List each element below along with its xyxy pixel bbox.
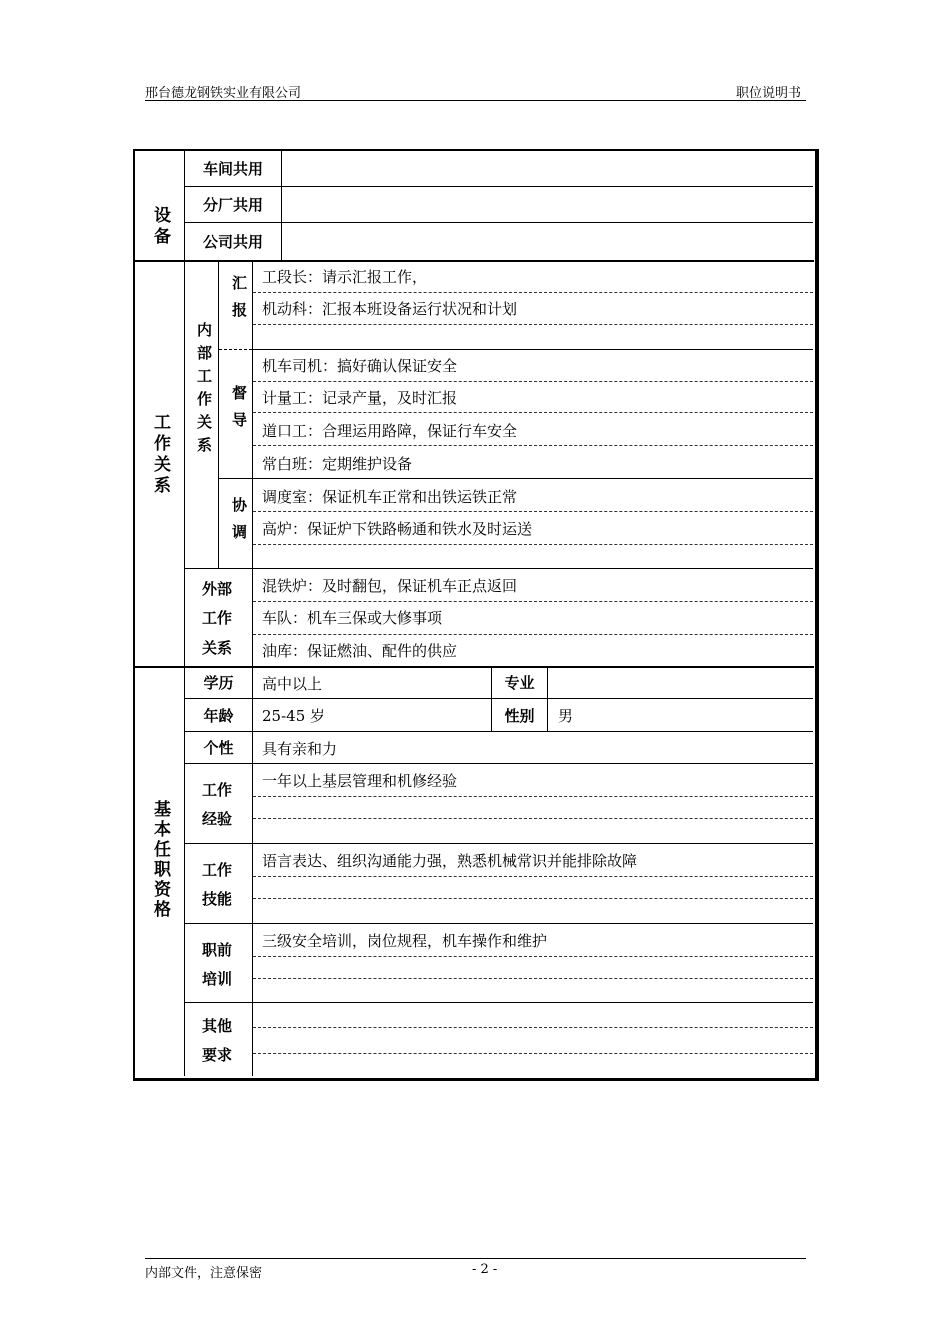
supervise-item-1: 机车司机：搞好确认保证安全	[262, 357, 458, 375]
dash-line	[253, 898, 813, 899]
external-item-1: 混铁炉：及时翻包，保证机车正点返回	[262, 577, 518, 595]
col-sep-1	[184, 150, 185, 1076]
skills-label-1: 工作	[202, 861, 233, 879]
supervise-item-2: 计量工：记录产量，及时汇报	[262, 389, 458, 407]
rel-sup-coord-divider	[219, 478, 813, 479]
dash-line	[253, 978, 813, 979]
personality-label: 个性	[203, 739, 234, 757]
dash-line	[253, 324, 813, 325]
dash-line	[253, 292, 813, 293]
sep-equip-relations	[134, 260, 814, 262]
skills-label-2: 技能	[202, 890, 233, 908]
experience-label-2: 经验	[202, 810, 233, 828]
footer-rule	[145, 1258, 806, 1259]
dash-line	[253, 1053, 813, 1054]
dash-line	[253, 956, 813, 957]
education-label: 学历	[203, 674, 234, 692]
external-item-2: 车队：机车三保或大修事项	[262, 609, 443, 627]
dash-line	[253, 634, 813, 635]
training-label-2: 培训	[202, 970, 233, 988]
gender-label: 性别	[504, 706, 535, 725]
supervise-label: 督导	[230, 385, 248, 439]
education-value: 高中以上	[262, 675, 323, 693]
dash-line	[253, 1027, 813, 1028]
supervise-item-3: 道口工：合理运用路障，保证行车安全	[262, 422, 518, 440]
major-label: 专业	[504, 674, 535, 692]
equip-label-branch: 分厂共用	[202, 195, 263, 214]
external-label-1: 外部	[202, 580, 233, 598]
section-equipment: 设备	[150, 206, 170, 248]
dash-line	[253, 511, 813, 512]
coordinate-label: 协调	[230, 497, 248, 551]
external-item-3: 油库：保证燃油、配件的供应	[262, 642, 458, 660]
internal-relations-label: 内部工作关系	[195, 322, 213, 460]
dash-line	[253, 445, 813, 446]
coordinate-item-1: 调度室：保证机车正常和出铁运铁正常	[262, 488, 518, 506]
qual-line-3	[185, 763, 813, 764]
qual-line-4	[185, 843, 813, 844]
coordinate-item-2: 高炉：保证炉下铁路畅通和铁水及时运送	[262, 520, 533, 538]
other-label-1: 其他	[202, 1017, 233, 1035]
report-label: 汇报	[230, 275, 248, 329]
training-label-1: 职前	[202, 941, 233, 959]
dash-line	[253, 544, 813, 545]
report-item-1: 工段长：请示汇报工作，	[262, 268, 428, 286]
footer-note: 内部文件，注意保密	[145, 1266, 263, 1281]
supervise-item-4: 常白班：定期维护设备	[262, 455, 413, 473]
rel-report-sup-divider	[219, 349, 252, 350]
age-label: 年龄	[203, 706, 234, 725]
col-sep-rel-text	[252, 262, 253, 666]
qual-line-5	[185, 923, 813, 924]
dash-line	[253, 601, 813, 602]
experience-value: 一年以上基层管理和机修经验	[262, 772, 458, 790]
page-number: - 2 -	[472, 1262, 498, 1277]
section-relations: 工作关系	[150, 413, 170, 497]
dash-line	[253, 876, 813, 877]
external-label-3: 关系	[202, 639, 233, 657]
experience-label-1: 工作	[202, 781, 233, 799]
col-sep-internal	[218, 262, 219, 568]
header-company: 邢台德龙钢铁实业有限公司	[145, 86, 302, 101]
col-sep-2	[252, 666, 253, 1076]
training-value: 三级安全培训，岗位规程，机车操作和维护	[262, 932, 548, 950]
dash-line	[253, 381, 813, 382]
age-value: 25-45 岁	[262, 707, 326, 725]
gender-value: 男	[558, 707, 574, 725]
other-label-2: 要求	[202, 1046, 233, 1064]
rel-internal-external-divider	[185, 568, 813, 569]
col-sep-equip	[281, 150, 282, 260]
qual-line-2	[185, 731, 813, 732]
dash-line	[253, 796, 813, 797]
equip-label-company: 公司共用	[202, 232, 263, 251]
equip-label-workshop: 车间共用	[202, 159, 263, 178]
external-label-2: 工作	[202, 609, 233, 627]
section-qualifications: 基本任职资格	[150, 800, 170, 920]
qual-line-6	[185, 1002, 813, 1003]
dash-line	[253, 412, 813, 413]
skills-value: 语言表达、组织沟通能力强，熟悉机械常识并能排除故障	[262, 852, 638, 870]
qual-col-sep-b	[547, 667, 548, 731]
report-item-2: 机动科：汇报本班设备运行状况和计划	[262, 300, 518, 318]
personality-value: 具有亲和力	[262, 740, 338, 758]
header-rule	[145, 100, 806, 101]
header-doc-type: 职位说明书	[736, 86, 802, 101]
rel-report-end	[253, 349, 813, 350]
dash-line	[253, 818, 813, 819]
